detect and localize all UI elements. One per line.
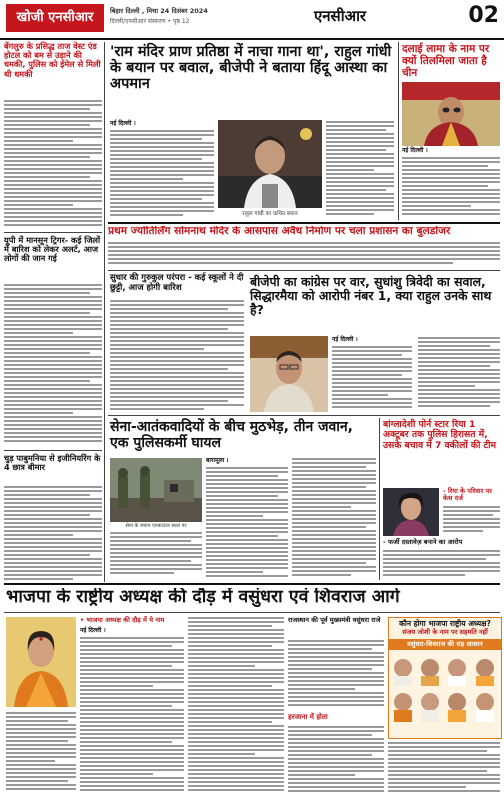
bottom-sub2: राजस्थान की पूर्व मुख्यमंत्री वसुंधरा राजे xyxy=(288,616,381,624)
left-divider-2 xyxy=(4,450,102,451)
left-story2-title: यूपी में मानसून ट्रिगर‑ कई जिलों में बारिश को लेकर अलर्ट, आज लोगों की जान गई xyxy=(4,235,101,264)
masthead xyxy=(0,0,504,40)
army-story-body-under-photo xyxy=(110,532,202,579)
banner-top-rule xyxy=(108,222,500,224)
graphic-question: कौन होगा भाजपा राष्ट्रीय अध्यक्ष? xyxy=(399,619,491,628)
right-top-byline: नई दिल्ली । xyxy=(402,147,428,154)
bottom-body-under-photo xyxy=(6,712,76,795)
bottom-top-rule xyxy=(4,583,500,585)
army-story-caption: सेना के जवान एनकाउंटर स्थल पर xyxy=(125,523,187,529)
left-story2-body xyxy=(4,284,102,446)
bottom-headline-rule xyxy=(4,612,500,613)
bottom-body-col4 xyxy=(388,742,500,795)
bangladesh-headline: बांग्लादेशी पोर्न स्टार रिया 1 अक्टूबर तक पुलिस हिरासत में, उसके बचाव में 7 वकीलों की टीम xyxy=(383,419,497,451)
mid-story-body-col1 xyxy=(332,346,412,412)
dalai-lama-photo xyxy=(402,82,500,146)
bjp-president-graphic xyxy=(388,617,502,739)
left-story1-body xyxy=(4,100,102,228)
mid-story-byline: नई दिल्ली । xyxy=(332,336,358,343)
bangladesh-sub-note: - फर्जी दस्तावेज़ बनाने का आरोप xyxy=(383,538,463,546)
bottom-sub-heading: • भाजपा अध्यक्ष की दौड़ में ये नाम xyxy=(80,616,165,624)
bottom-byline: नई दिल्ली । xyxy=(80,627,106,634)
mid-story-body-col2 xyxy=(418,337,500,412)
left-story3-body xyxy=(4,486,102,580)
column-rule-right xyxy=(398,42,399,220)
top-story-body-col1 xyxy=(110,130,214,220)
graphic-strip: वसुंधरा-शिवराज की राह आसान xyxy=(389,639,501,650)
vasundhara-photo xyxy=(6,617,76,707)
army-story-headline: सेना-आतंकवादियों के बीच मुठभेड़, तीन जवान, एक पुलिसकर्मी घायल xyxy=(110,419,353,451)
mid-left-body xyxy=(110,300,244,412)
bangladesh-side-note: - रिया के परिवार पर केस दर्ज xyxy=(443,487,492,503)
page-number: 02 xyxy=(468,3,499,28)
sudhanshu-trivedi-photo xyxy=(250,336,328,412)
left-divider-1 xyxy=(4,232,102,233)
column-rule-bangladesh xyxy=(379,418,380,580)
mid-section-rule xyxy=(108,415,500,416)
left-story1-title: बेंगलुरु के प्रसिद्ध ताज वेस्ट एंड होटल को बम से उड़ाने की धमकी, पुलिस को ईमेल से मिली थी धमकी xyxy=(4,41,101,79)
section-title: एनसीआर xyxy=(313,7,367,25)
column-rule-left xyxy=(104,42,105,582)
left-story3-title: चुड़ पाबुमनिया से इजीनियरिंग के 4 छात्र बीमार xyxy=(4,453,101,473)
rahul-gandhi-photo xyxy=(218,120,322,208)
army-encounter-photo xyxy=(110,458,202,522)
bottom-body-col3b xyxy=(288,726,384,795)
mid-left-headline: सुधार की गुरुकुल परंपरा - कई स्कूलों ने दी छुट्टी, आज होगी बारिश xyxy=(110,273,244,293)
masthead-logo-block xyxy=(6,4,104,32)
bottom-body-col2 xyxy=(188,617,284,795)
top-story-body-col3 xyxy=(326,121,394,219)
graphic-subhead: संजय जोशी के नाम पर सहमति नहीं xyxy=(402,628,488,637)
bangladesh-body xyxy=(383,550,500,580)
masthead-edition: दिल्ली/एनसीआर संस्करण • पृष्ठ 12 xyxy=(110,18,190,25)
army-story-body-col2 xyxy=(292,458,376,579)
left-column xyxy=(4,42,102,580)
bottom-body-col3a xyxy=(288,640,384,710)
bottom-body-col1 xyxy=(80,637,184,795)
masthead-logo: खोजी एनसीआर xyxy=(16,10,94,25)
army-story-body-col1 xyxy=(206,467,288,579)
riya-photo xyxy=(383,488,439,536)
army-story-byline: बारामूला । xyxy=(206,457,229,464)
leader-portraits xyxy=(389,652,501,722)
bottom-sub3: हरजाना में होता xyxy=(288,713,328,721)
mid-story-headline: बीजेपी का कांग्रेस पर वार, सुधांशु त्रिवेदी का सवाल, सिद्धारमैया को आरोपी नंबर 1, क्या राहुल उनके साथ है? xyxy=(250,274,492,317)
banner-body xyxy=(108,242,500,268)
bangladesh-side-body xyxy=(443,506,500,536)
banner-headline: प्रथम ज्योतिर्लिंग सोमनाथ मंदिर के आसपास अवैध निर्माण पर चला प्रशासन का बुलडोजर xyxy=(108,226,451,237)
top-story-byline: नई दिल्ली । xyxy=(110,120,136,127)
bottom-headline: भाजपा के राष्ट्रीय अध्यक्ष की दौड़ में वसुंधरा एवं शिवराज आगे xyxy=(6,588,400,607)
right-top-body xyxy=(402,157,500,219)
top-story-caption: राहुल गांधी का कथित बयान xyxy=(242,211,298,217)
masthead-dateline: बिहार दिल्ली , मिथा 24 दिसंबर 2024 xyxy=(110,7,208,15)
banner-bottom-rule xyxy=(108,270,500,271)
right-top-headline: दलाई लामा के नाम पर क्यों तिलमिला जाता है चीन xyxy=(402,43,490,79)
top-story-headline: 'राम मंदिर प्राण प्रतिष्ठा में नाचा गाना था', राहुल गांधी के बयान पर बवाल, बीजेपी ने बताया हिंदू आस्था का अपमान xyxy=(110,44,392,93)
